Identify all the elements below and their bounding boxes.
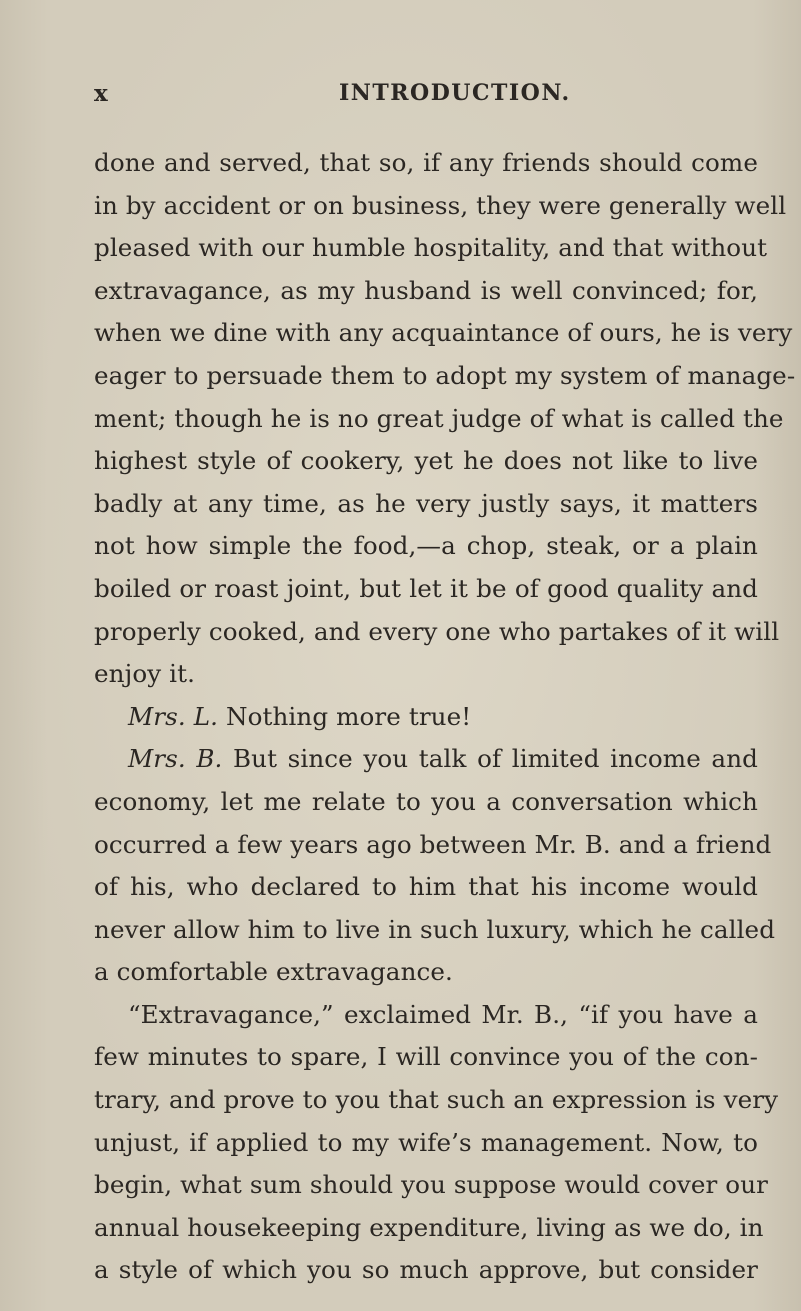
text-line: annual housekeeping expenditure, living as we do, in (94, 1212, 764, 1242)
text-line: badly at any time, as he very justly says, it matters (94, 488, 758, 518)
text-line: boiled or roast joint, but let it be of good quality and (94, 573, 758, 603)
text-line: when we dine with any acquaintance of ours, he is very (94, 318, 793, 348)
running-title: INTRODUCTION. (339, 80, 571, 106)
text-line: trary, and prove to you that such an expression is very (94, 1085, 779, 1115)
speaker-name: Mrs. L. (128, 701, 219, 731)
page-number: x (94, 80, 109, 107)
dialogue-line (94, 696, 758, 739)
text-line: economy, let me relate to you a conversation which (94, 786, 758, 816)
text-line: highest style of cookery, yet he does not like to live (94, 446, 758, 476)
speaker-name: Mrs. B. (128, 744, 223, 774)
text-line: begin, what sum should you suppose would cover our (94, 1170, 769, 1200)
dialogue-line (94, 738, 758, 781)
text-line: of his, who declared to him that his income would (94, 872, 758, 902)
text-line: in by accident or on business, they were generally well (94, 190, 787, 220)
text-line: properly cooked, and every one who partakes of it will (94, 616, 780, 646)
text-line: eager to persuade them to adopt my system of manage- (94, 360, 796, 390)
text-line: pleased with our humble hospitality, and that without (94, 233, 768, 263)
text-line: “Extravagance,” exclaimed Mr. B., “if you have a (128, 999, 758, 1029)
dialogue-text: But since you talk of limited income and (222, 744, 758, 774)
text-line: done and served, that so, if any friends should come (94, 148, 758, 177)
text-line: few minutes to spare, I will convince you of the con- (94, 1042, 758, 1072)
text-line: a comfortable extravagance. (94, 957, 453, 987)
text-line: extravagance, as my husband is well convinced; for, (94, 275, 758, 305)
text-line: never allow him to live in such luxury, which he called (94, 914, 776, 944)
text-line: not how simple the food,—a chop, steak, or a plain (94, 531, 758, 561)
running-head (94, 80, 754, 110)
text-line: a style of which you so much approve, but consider (94, 1255, 758, 1285)
text-line: ment; though he is no great judge of what is called the (94, 403, 784, 433)
text-line: unjust, if applied to my wife’s management. Now, to (94, 1127, 758, 1157)
dialogue-text: Nothing more true! (218, 701, 472, 731)
text-line: enjoy it. (94, 659, 196, 689)
text-line: occurred a few years ago between Mr. B. and a friend (94, 829, 772, 859)
body-text (94, 142, 796, 1292)
